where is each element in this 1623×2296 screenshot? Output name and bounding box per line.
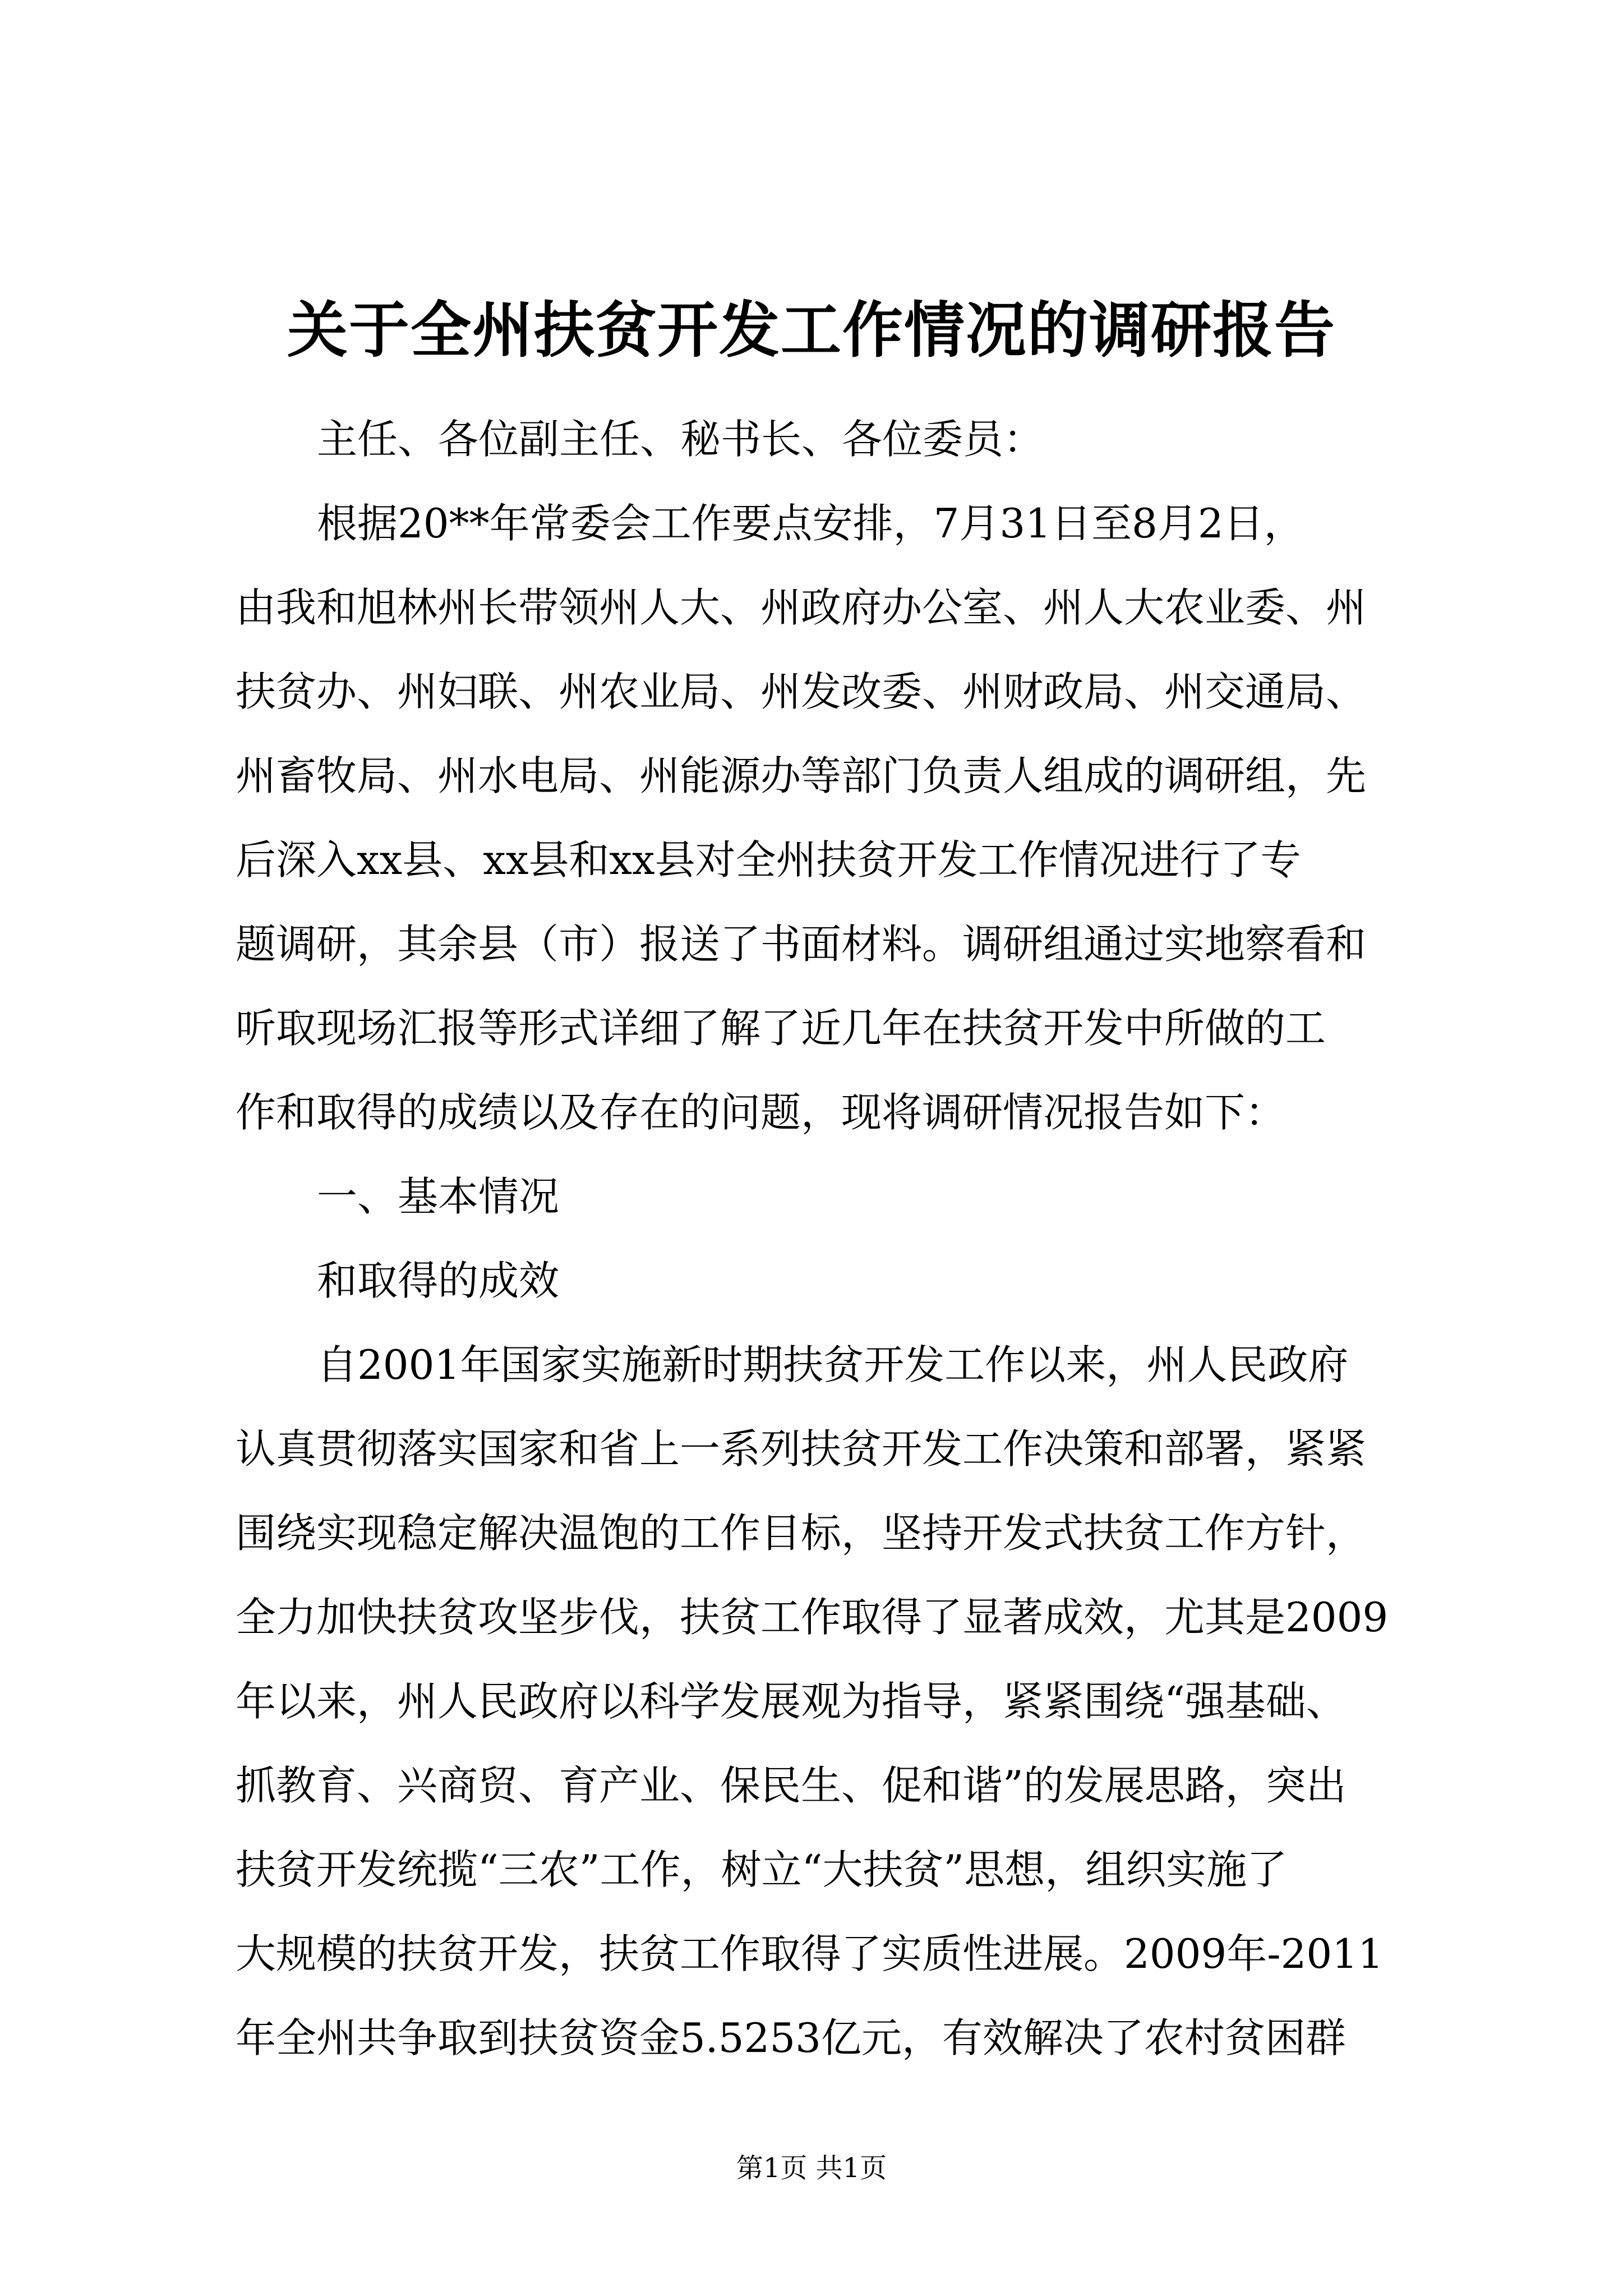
paragraph-line: 年全州共争取到扶贫资金5.5253亿元，有效解决了农村贫困群 <box>236 2014 1346 2062</box>
paragraph-line: 抓教育、兴商贸、育产业、保民生、促和谐”的发展思路，突出 <box>236 1762 1347 1809</box>
document-title: 关于全州扶贫开发工作情况的调研报告 <box>287 296 1336 366</box>
paragraph-line: 根据20**年常委会工作要点安排，7月31日至8月2日， <box>317 500 1304 547</box>
paragraph-line: 扶贫办、州妇联、州农业局、州发改委、州财政局、州交通局、 <box>236 668 1367 715</box>
paragraph-line: 全力加快扶贫攻坚步伐，扶贫工作取得了显著成效，尤其是2009 <box>236 1594 1389 1641</box>
paragraph-line: 听取现场汇报等形式详细了解了近几年在扶贫开发中所做的工 <box>236 1005 1326 1052</box>
section-heading: 一、基本情况 <box>317 1173 560 1220</box>
page-number-footer: 第1页 共1页 <box>736 2152 887 2184</box>
salutation-line: 主任、各位副主任、秘书长、各位委员： <box>317 416 1044 463</box>
paragraph-line: 由我和旭林州长带领州人大、州政府办公室、州人大农业委、州 <box>236 584 1367 631</box>
paragraph-line: 题调研，其余县（市）报送了书面材料。调研组通过实地察看和 <box>236 921 1367 968</box>
document-body <box>236 397 1426 2080</box>
section-heading-continuation: 和取得的成效 <box>317 1257 560 1304</box>
paragraph-line: 扶贫开发统揽“三农”工作，树立“大扶贫”思想，组织实施了 <box>236 1846 1288 1893</box>
paragraph-line: 作和取得的成绩以及存在的问题，现将调研情况报告如下： <box>236 1089 1286 1136</box>
paragraph-line: 自2001年国家实施新时期扶贫开发工作以来，州人民政府 <box>317 1341 1349 1388</box>
paragraph-line: 大规模的扶贫开发，扶贫工作取得了实质性进展。2009年-2011 <box>236 1930 1384 1977</box>
paragraph-line: 后深入xx县、xx县和xx县对全州扶贫开发工作情况进行了专 <box>236 836 1301 884</box>
paragraph-line: 围绕实现稳定解决温饱的工作目标，坚持开发式扶贫工作方针， <box>236 1510 1367 1557</box>
paragraph-line: 年以来，州人民政府以科学发展观为指导，紧紧围绕“强基础、 <box>236 1678 1347 1725</box>
paragraph-line: 州畜牧局、州水电局、州能源办等部门负责人组成的调研组，先 <box>236 752 1367 799</box>
paragraph-line: 认真贯彻落实国家和省上一系列扶贫开发工作决策和部署，紧紧 <box>236 1425 1367 1473</box>
